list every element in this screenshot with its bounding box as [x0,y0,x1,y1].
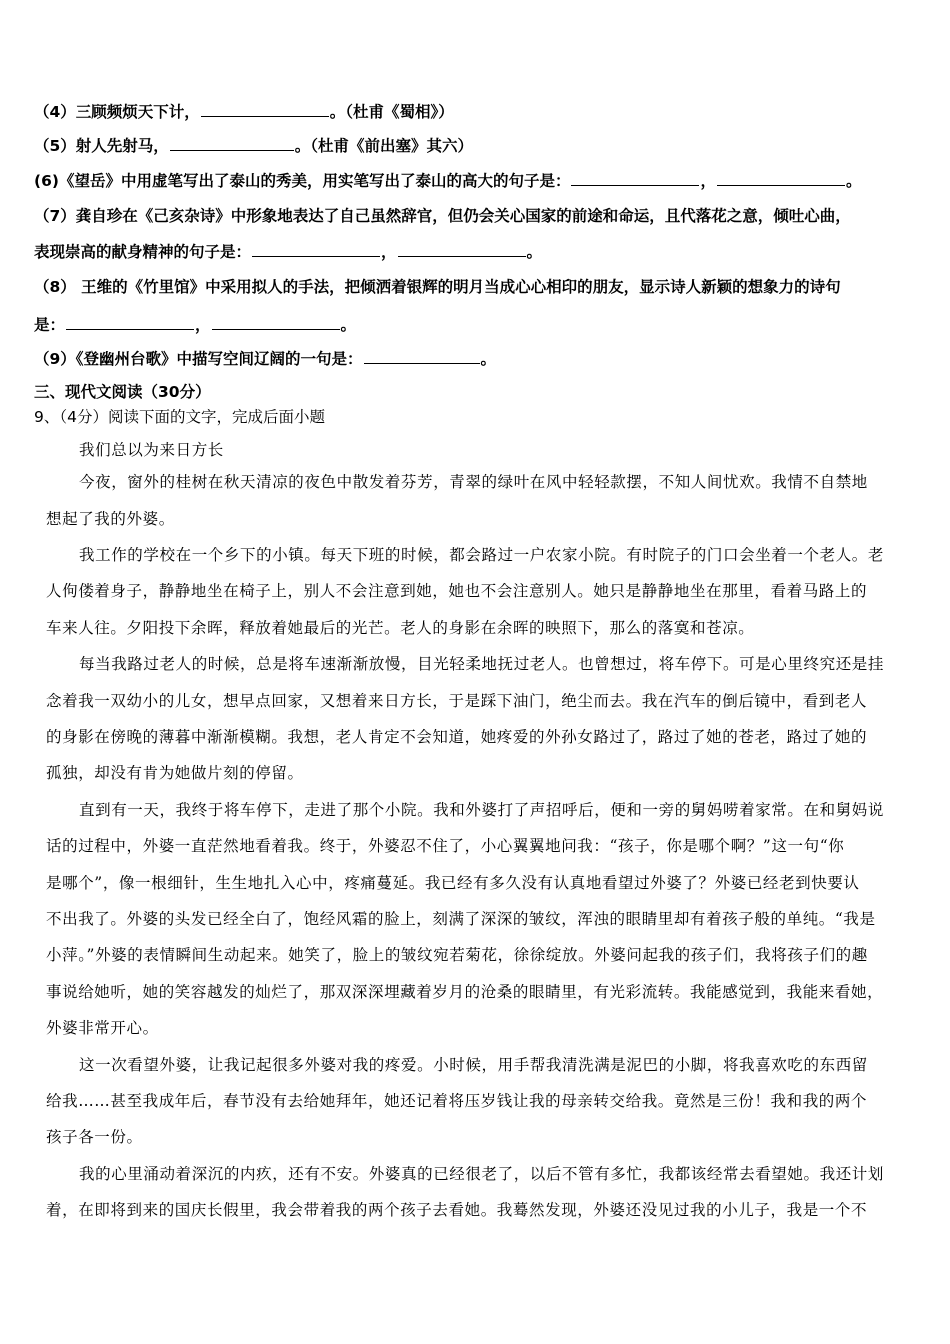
article-line: 我工作的学校在一个乡下的小镇。每天下班的时候，都会路过一户农家小院。有时院子的门口会坐着一个老人。老 [79,546,885,564]
question-8-line2: 是： ， 。 [34,316,357,334]
question-5-source: 。（杜甫《前出塞》其六） [294,137,474,155]
article-line: 不出我了。外婆的头发已经全白了，饱经风霜的脸上，刻满了深深的皱纹，浑浊的眼睛里却有着孩子般的单纯。“我是 [46,910,876,928]
answer-blank-6b[interactable] [717,170,845,186]
article-line: 给我……甚至我成年后，春节没有去给她拜年，她还记着将压岁钱让我的母亲转交给我。竟然是三份！我和我的两个 [46,1092,868,1110]
article-line: 小萍。”外婆的表情瞬间生动起来。她笑了，脸上的皱纹宛若菊花，徐徐绽放。外婆问起我的孩子们，我将孩子们的趣 [46,946,868,964]
article-line: 车来人往。夕阳投下余晖，释放着她最后的光芒。老人的身影在余晖的映照下，那么的落寞和苍凉。 [46,619,755,637]
question-8-prompt: 是： [34,316,66,334]
reading-question-instruction: 9、（4分）阅读下面的文字，完成后面小题 [34,408,325,426]
question-9: （9）《登幽州台歌》中描写空间辽阔的一句是： 。 [34,350,497,368]
answer-blank-9[interactable] [364,348,480,364]
question-5 [34,135,473,157]
answer-blank-4[interactable] [201,101,329,117]
question-5-prompt: （5）射人先射马， [34,137,169,155]
question-6-prompt: (6)《望岳》中用虚笔写出了泰山的秀美，用实笔写出了泰山的高大的句子是： [34,172,571,190]
question-7-prompt: 表现崇高的献身精神的句子是： [34,243,252,261]
question-4 [34,101,454,123]
article-line: 事说给她听，她的笑容越发的灿烂了，那双深深埋藏着岁月的沧桑的眼睛里，有光彩流转。我能感觉到，我能来看她， [46,983,884,1001]
answer-blank-8b[interactable] [212,314,340,330]
article-line: 想起了我的外婆。 [46,510,175,528]
answer-blank-5[interactable] [170,135,294,151]
question-7-line1: （7）龚自珍在《己亥杂诗》中形象地表达了自己虽然辞官，但仍会关心国家的前途和命运，且代落花之意，倾吐心曲， [34,207,851,225]
article-title: 我们总以为来日方长 [79,441,224,459]
question-4-prompt: （4）三顾频烦天下计， [34,103,200,121]
article-line: 今夜，窗外的桂树在秋天清凉的夜色中散发着芬芳，青翠的绿叶在风中轻轻款摆，不知人间忧欢。我情不自禁地 [79,473,868,491]
article-line: 孩子各一份。 [46,1128,143,1146]
question-9-prompt: （9）《登幽州台歌》中描写空间辽阔的一句是： [34,350,363,368]
answer-blank-7b[interactable] [398,241,526,257]
article-line: 的身影在傍晚的薄暮中渐渐模糊。我想，老人肯定不会知道，她疼爱的外孙女路过了，路过了她的苍老，路过了她的 [46,728,868,746]
answer-blank-6a[interactable] [571,170,699,186]
article-line: 是哪个”，像一根细针，生生地扎入心中，疼痛蔓延。我已经有多久没有认真地看望过外婆了？外婆已经老到快要认 [46,874,860,892]
section-heading: 三、现代文阅读（30分） [34,383,211,401]
question-4-source: 。（杜甫《蜀相》） [329,103,454,121]
article-line: 直到有一天，我终于将车停下，走进了那个小院。我和外婆打了声招呼后，便和一旁的舅妈唠着家常。在和舅妈说 [79,801,885,819]
article-line: 话的过程中，外婆一直茫然地看着我。终于，外婆忍不住了，小心翼翼地问我：“孩子，你是哪个啊？”这一句“你 [46,837,845,855]
question-8-line1: （8） 王维的《竹里馆》中采用拟人的手法，把倾洒着银辉的明月当成心心相印的朋友，显示诗人新颖的想象力的诗句 [34,278,841,296]
question-6: (6)《望岳》中用虚笔写出了泰山的秀美，用实笔写出了泰山的高大的句子是： ， 。 [34,172,862,190]
answer-blank-8a[interactable] [66,314,194,330]
article-line: 孤独，却没有肯为她做片刻的停留。 [46,764,304,782]
article-line: 人佝偻着身子，静静地坐在椅子上，别人不会注意到她，她也不会注意别人。她只是静静地坐在那里，看着马路上的 [46,582,868,600]
question-7-line2: 表现崇高的献身精神的句子是： ， 。 [34,243,543,261]
article-line: 这一次看望外婆，让我记起很多外婆对我的疼爱。小时候，用手帮我清洗满是泥巴的小脚，将我喜欢吃的东西留 [79,1056,868,1074]
answer-blank-7a[interactable] [252,241,380,257]
article-line: 外婆非常开心。 [46,1019,159,1037]
article-line: 每当我路过老人的时候，总是将车速渐渐放慢，目光轻柔地抚过老人。也曾想过，将车停下。可是心里终究还是挂 [79,655,885,673]
article-line: 我的心里涌动着深沉的内疚，还有不安。外婆真的已经很老了，以后不管有多忙，我都该经常去看望她。我还计划 [79,1165,885,1183]
article-line: 着，在即将到来的国庆长假里，我会带着我的两个孩子去看她。我蓦然发现，外婆还没见过我的小儿子，我是一个不 [46,1201,868,1219]
article-line: 念着我一双幼小的儿女，想早点回家，又想着来日方长，于是踩下油门，绝尘而去。我在汽车的倒后镜中，看到老人 [46,692,868,710]
